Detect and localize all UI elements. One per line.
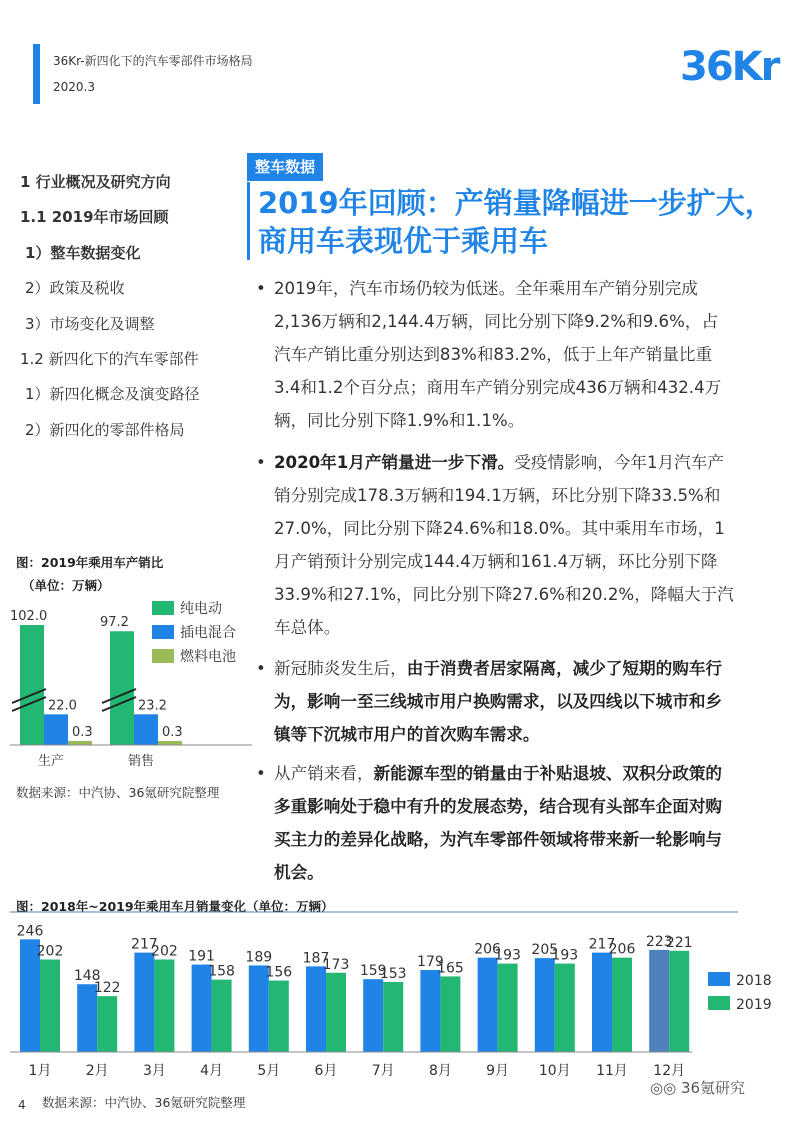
legend-label: 插电混合 <box>180 625 236 641</box>
bar-2019 <box>669 951 689 1052</box>
month-label: 3月 <box>142 1063 166 1079</box>
chart1-source: 数据来源：中汽协、36氪研究院整理 <box>16 785 220 800</box>
bar-value-label: 221 <box>665 934 693 951</box>
bar-插电混合 <box>44 714 68 745</box>
legend-swatch <box>708 972 730 986</box>
chart2-caption: 图：2018年~2019年乘用车月销量变化（单位：万辆） <box>16 899 334 914</box>
bar-2018 <box>535 958 555 1052</box>
brand-logo <box>680 44 778 90</box>
logo-number: 36 <box>680 44 732 90</box>
bar-value-label: 153 <box>379 965 407 982</box>
bar-2019 <box>212 980 232 1052</box>
section-title: 2019年回顾：产销量降幅进一步扩大，商用车表现优于乘用车 <box>258 186 774 258</box>
bar-2019 <box>498 964 518 1052</box>
legend-label: 燃料电池 <box>180 649 236 665</box>
bar-value-label: 97.2 <box>100 615 129 631</box>
bullet-text: 从产销来看， <box>274 764 374 783</box>
bar-value-label: 122 <box>93 980 121 997</box>
bar-value-label: 148 <box>73 968 101 985</box>
bullet-dot-icon: • <box>256 279 266 298</box>
bar-value-label: 205 <box>531 942 559 959</box>
chart2-source: 数据来源：中汽协、36氪研究院整理 <box>42 1095 246 1110</box>
bullet-paragraph <box>256 652 734 751</box>
bullet-paragraph <box>256 446 734 644</box>
bar-value-label: 173 <box>322 956 350 973</box>
month-label: 9月 <box>486 1063 510 1079</box>
bar-2018 <box>306 966 326 1052</box>
legend-swatch <box>152 625 174 639</box>
legend-swatch <box>708 996 730 1010</box>
bar-2019 <box>40 959 60 1052</box>
wechat-icon: ◎◎ <box>650 1079 677 1097</box>
bar-value-label: 202 <box>151 943 178 960</box>
month-label: 6月 <box>314 1063 338 1079</box>
bar-value-label: 0.3 <box>162 725 183 740</box>
bar-value-label: 206 <box>474 941 501 958</box>
legend-label: 纯电动 <box>180 601 222 617</box>
bullet-text: 2019年，汽车市场仍较为低迷。全年乘用车产销分别完成2,136万辆和2,144.4万辆，同比分别下降9.2%和9.6%，占汽车产销比重分别达到83%和83.2%，低于上年产销量比重3.4和1.2个百分点；商用车产销分别完成436万辆和432.4万辆，同比分别下降1.9%和1.1%。 <box>274 279 722 430</box>
bar-2019 <box>154 959 174 1052</box>
table-of-contents <box>20 170 240 453</box>
bar-value-label: 22.0 <box>48 698 77 714</box>
month-label: 10月 <box>538 1063 571 1079</box>
logo-letters: Kr <box>731 44 779 90</box>
month-label: 1月 <box>28 1063 52 1079</box>
bar-纯电动 <box>20 625 44 745</box>
toc-item-active[interactable]: 1）整车数据变化 <box>25 243 141 262</box>
section-tag: 整车数据 <box>247 153 323 181</box>
bullet-text: 新冠肺炎发生后， <box>274 659 407 678</box>
report-title: 36Kr-新四化下的汽车零部件市场格局 <box>53 54 253 68</box>
bullet-tail: 新能源车型的销量由于补贴退坡、双积分政策的多重影响处于稳中有升的发展态势，结合现有头部车企面对购买主力的差异化战略，为汽车零部件领域将带来新一轮影响与机会。 <box>274 764 723 882</box>
report-date: 2020.3 <box>53 80 95 94</box>
bar-2019 <box>97 996 117 1052</box>
bullet-lead: 2020年1月产销量进一步下滑。 <box>274 453 515 472</box>
toc-item[interactable]: 1.1 2019年市场回顾 <box>20 208 169 227</box>
legend-swatch <box>152 601 174 615</box>
category-label: 生产 <box>38 754 65 769</box>
bullet-paragraph <box>256 272 734 437</box>
bar-2018 <box>420 970 440 1052</box>
bar-value-label: 179 <box>417 954 444 971</box>
bar-value-label: 158 <box>208 963 235 980</box>
bar-燃料电池 <box>68 741 92 745</box>
bar-2018 <box>134 953 154 1052</box>
category-label: 销售 <box>128 754 155 769</box>
bar-value-label: 193 <box>551 947 579 964</box>
chart1-svg <box>0 595 255 775</box>
header-accent-bar <box>33 44 40 104</box>
bar-2018 <box>592 953 612 1052</box>
bar-2019 <box>555 964 575 1052</box>
bar-value-label: 165 <box>437 960 464 977</box>
bar-2018 <box>649 950 669 1052</box>
month-label: 11月 <box>596 1063 628 1079</box>
bar-value-label: 159 <box>359 963 387 980</box>
bar-value-label: 187 <box>302 950 330 967</box>
month-label: 7月 <box>371 1063 395 1079</box>
chart1-unit: （单位：万辆） <box>22 578 110 593</box>
bar-2018 <box>478 958 498 1052</box>
bullet-dot-icon: • <box>256 453 266 472</box>
bar-value-label: 202 <box>36 943 64 960</box>
month-label: 5月 <box>257 1063 281 1079</box>
bar-2018 <box>363 979 383 1052</box>
bar-value-label: 156 <box>265 964 293 981</box>
page-number: 4 <box>18 1098 26 1112</box>
bar-2019 <box>440 976 460 1052</box>
toc-item[interactable]: 1.2 新四化下的汽车零部件 <box>20 349 199 368</box>
bullet-text: 受疫情影响，今年1月汽车产销分别完成178.3万辆和194.1万辆，环比分别下降33.5%和27.0%，同比分别下降24.6%和18.0%。其中乘用车市场，1月产销预计分别完成144.4万辆和161.4万辆，环比分别下降33.9%和27.1%，同比分别下降27.6%和20.2%，降幅大于汽车总体。 <box>274 453 734 637</box>
bar-value-label: 23.2 <box>138 698 167 714</box>
bar-value-label: 217 <box>588 936 616 953</box>
bar-value-label: 102.0 <box>10 609 48 624</box>
month-label: 2月 <box>85 1063 109 1079</box>
bar-纯电动 <box>110 631 134 745</box>
bar-value-label: 189 <box>245 949 273 966</box>
month-label: 8月 <box>428 1063 452 1079</box>
bullet-tail: 由于消费者居家隔离，减少了短期的购车行为，影响一至三线城市用户换购需求，以及四线以下城市和乡镇等下沉城市用户的首次购车需求。 <box>274 659 723 744</box>
month-label: 4月 <box>200 1063 224 1079</box>
bar-value-label: 217 <box>131 936 158 953</box>
bar-value-label: 193 <box>494 947 521 964</box>
watermark <box>650 1077 745 1098</box>
toc-item[interactable]: 1）新四化概念及演变路径 <box>25 385 200 404</box>
bar-插电混合 <box>134 714 158 745</box>
legend-swatch <box>152 649 174 663</box>
bar-value-label: 206 <box>608 941 636 958</box>
watermark-text: 36氪研究 <box>680 1079 746 1097</box>
toc-item[interactable]: 2）政策及税收 <box>25 279 125 298</box>
bar-value-label: 191 <box>188 948 215 965</box>
title-accent-bar <box>247 182 250 260</box>
bar-2019 <box>269 981 289 1052</box>
chart1-caption: 图：2019年乘用车产销比 <box>16 555 164 570</box>
bullet-paragraph <box>256 757 734 889</box>
month-label: 12月 <box>653 1063 686 1079</box>
bar-value-label: 223 <box>645 933 673 950</box>
toc-item[interactable]: 3）市场变化及调整 <box>25 314 155 333</box>
toc-item[interactable]: 1 行业概况及研究方向 <box>20 173 171 191</box>
bar-燃料电池 <box>158 741 182 745</box>
legend-label: 2018 <box>736 973 772 989</box>
bar-2019 <box>326 973 346 1052</box>
bar-2019 <box>383 982 403 1052</box>
toc-item[interactable]: 2）新四化的零部件格局 <box>25 420 185 439</box>
bullet-dot-icon: • <box>256 764 266 783</box>
bullet-dot-icon: • <box>256 659 266 678</box>
chart2-svg <box>0 908 793 1083</box>
legend-label: 2019 <box>736 997 772 1013</box>
bar-value-label: 246 <box>16 923 44 940</box>
bar-2019 <box>612 958 632 1052</box>
bar-value-label: 0.3 <box>72 725 93 740</box>
